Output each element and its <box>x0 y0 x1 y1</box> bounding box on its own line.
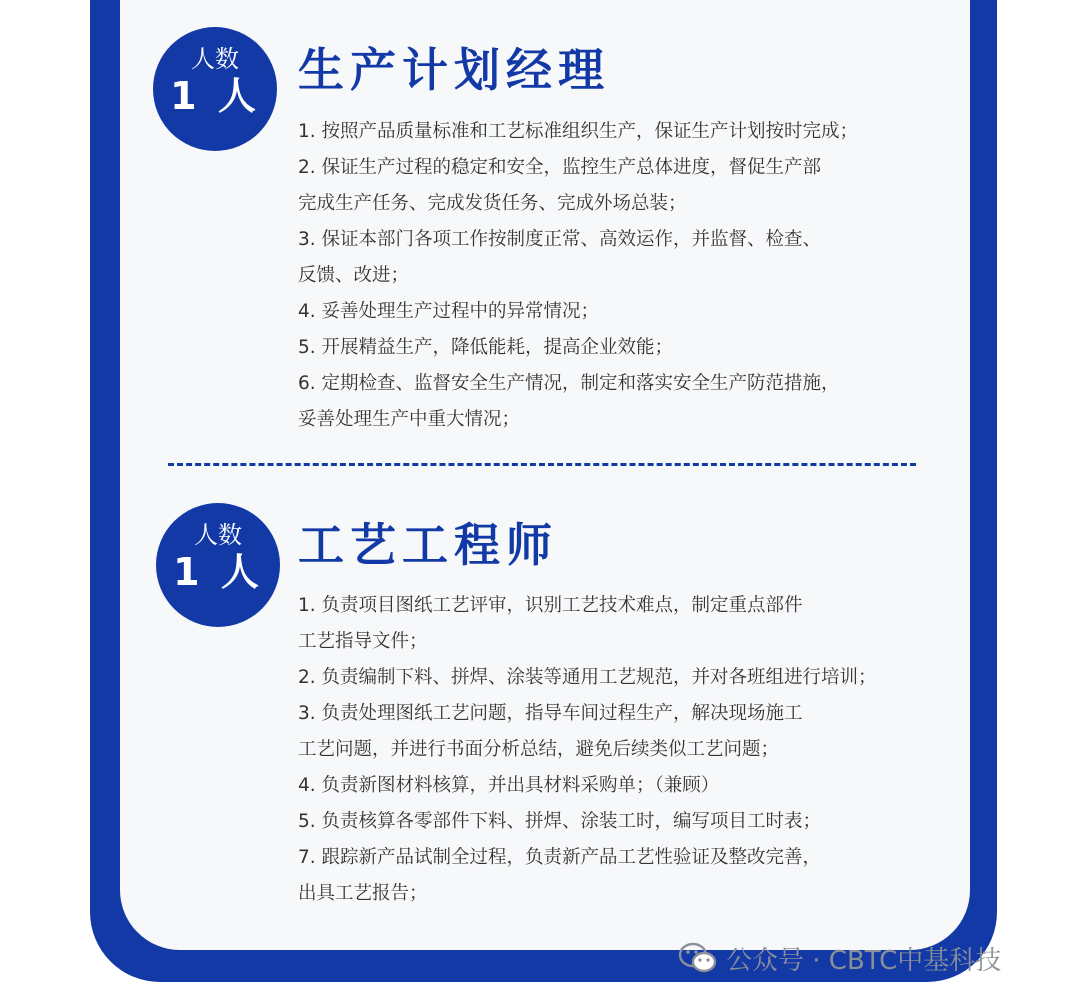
list-item: 3. 保证本部门各项工作按制度正常、高效运作，并监督、检查、 反馈、改进； <box>298 229 822 286</box>
watermark-text: 公众号 · CBTC中基科技 <box>726 945 1002 976</box>
list-item: 1. 负责项目图纸工艺评审，识别工艺技术难点，制定重点部件 工艺指导文件； <box>298 595 803 652</box>
list-item: 4. 负责新图材料核算，并出具材料采购单；（兼顾） <box>298 775 720 796</box>
list-item: 5. 开展精益生产，降低能耗，提高企业效能； <box>298 337 674 358</box>
headcount-badge <box>156 503 280 627</box>
job-title: 工艺工程师 <box>298 518 558 572</box>
list-item: 2. 负责编制下料、拼焊、涂装等通用工艺规范，并对各班组进行培训； <box>298 667 877 688</box>
section-divider <box>168 463 916 466</box>
watermark <box>678 938 1001 978</box>
headcount-label: 人数 <box>194 521 242 549</box>
job-title: 生产计划经理 <box>298 43 610 97</box>
duty-list <box>298 114 858 438</box>
headcount-value: 1 人 <box>170 74 260 118</box>
list-item: 3. 负责处理图纸工艺问题，指导车间过程生产，解决现场施工 工艺问题，并进行书面分析总结，避免后续类似工艺问题； <box>298 703 803 760</box>
headcount-value: 1 人 <box>173 550 263 594</box>
headcount-badge <box>153 27 277 151</box>
wechat-icon <box>678 941 718 975</box>
headcount-label: 人数 <box>191 45 239 73</box>
duty-list <box>298 588 877 912</box>
list-item: 7. 跟踪新产品试制全过程，负责新产品工艺性验证及整改完善， 出具工艺报告； <box>298 847 822 904</box>
list-item: 5. 负责核算各零部件下料、拼焊、涂装工时，编写项目工时表； <box>298 811 822 832</box>
list-item: 2. 保证生产过程的稳定和安全，监控生产总体进度，督促生产部 完成生产任务、完成发货任务、完成外场总装； <box>298 157 822 214</box>
list-item: 1. 按照产品质量标准和工艺标准组织生产，保证生产计划按时完成； <box>298 121 859 142</box>
list-item: 6. 定期检查、监督安全生产情况，制定和落实安全生产防范措施， 妥善处理生产中重大情况； <box>298 373 840 430</box>
list-item: 4. 妥善处理生产过程中的异常情况； <box>298 301 600 322</box>
